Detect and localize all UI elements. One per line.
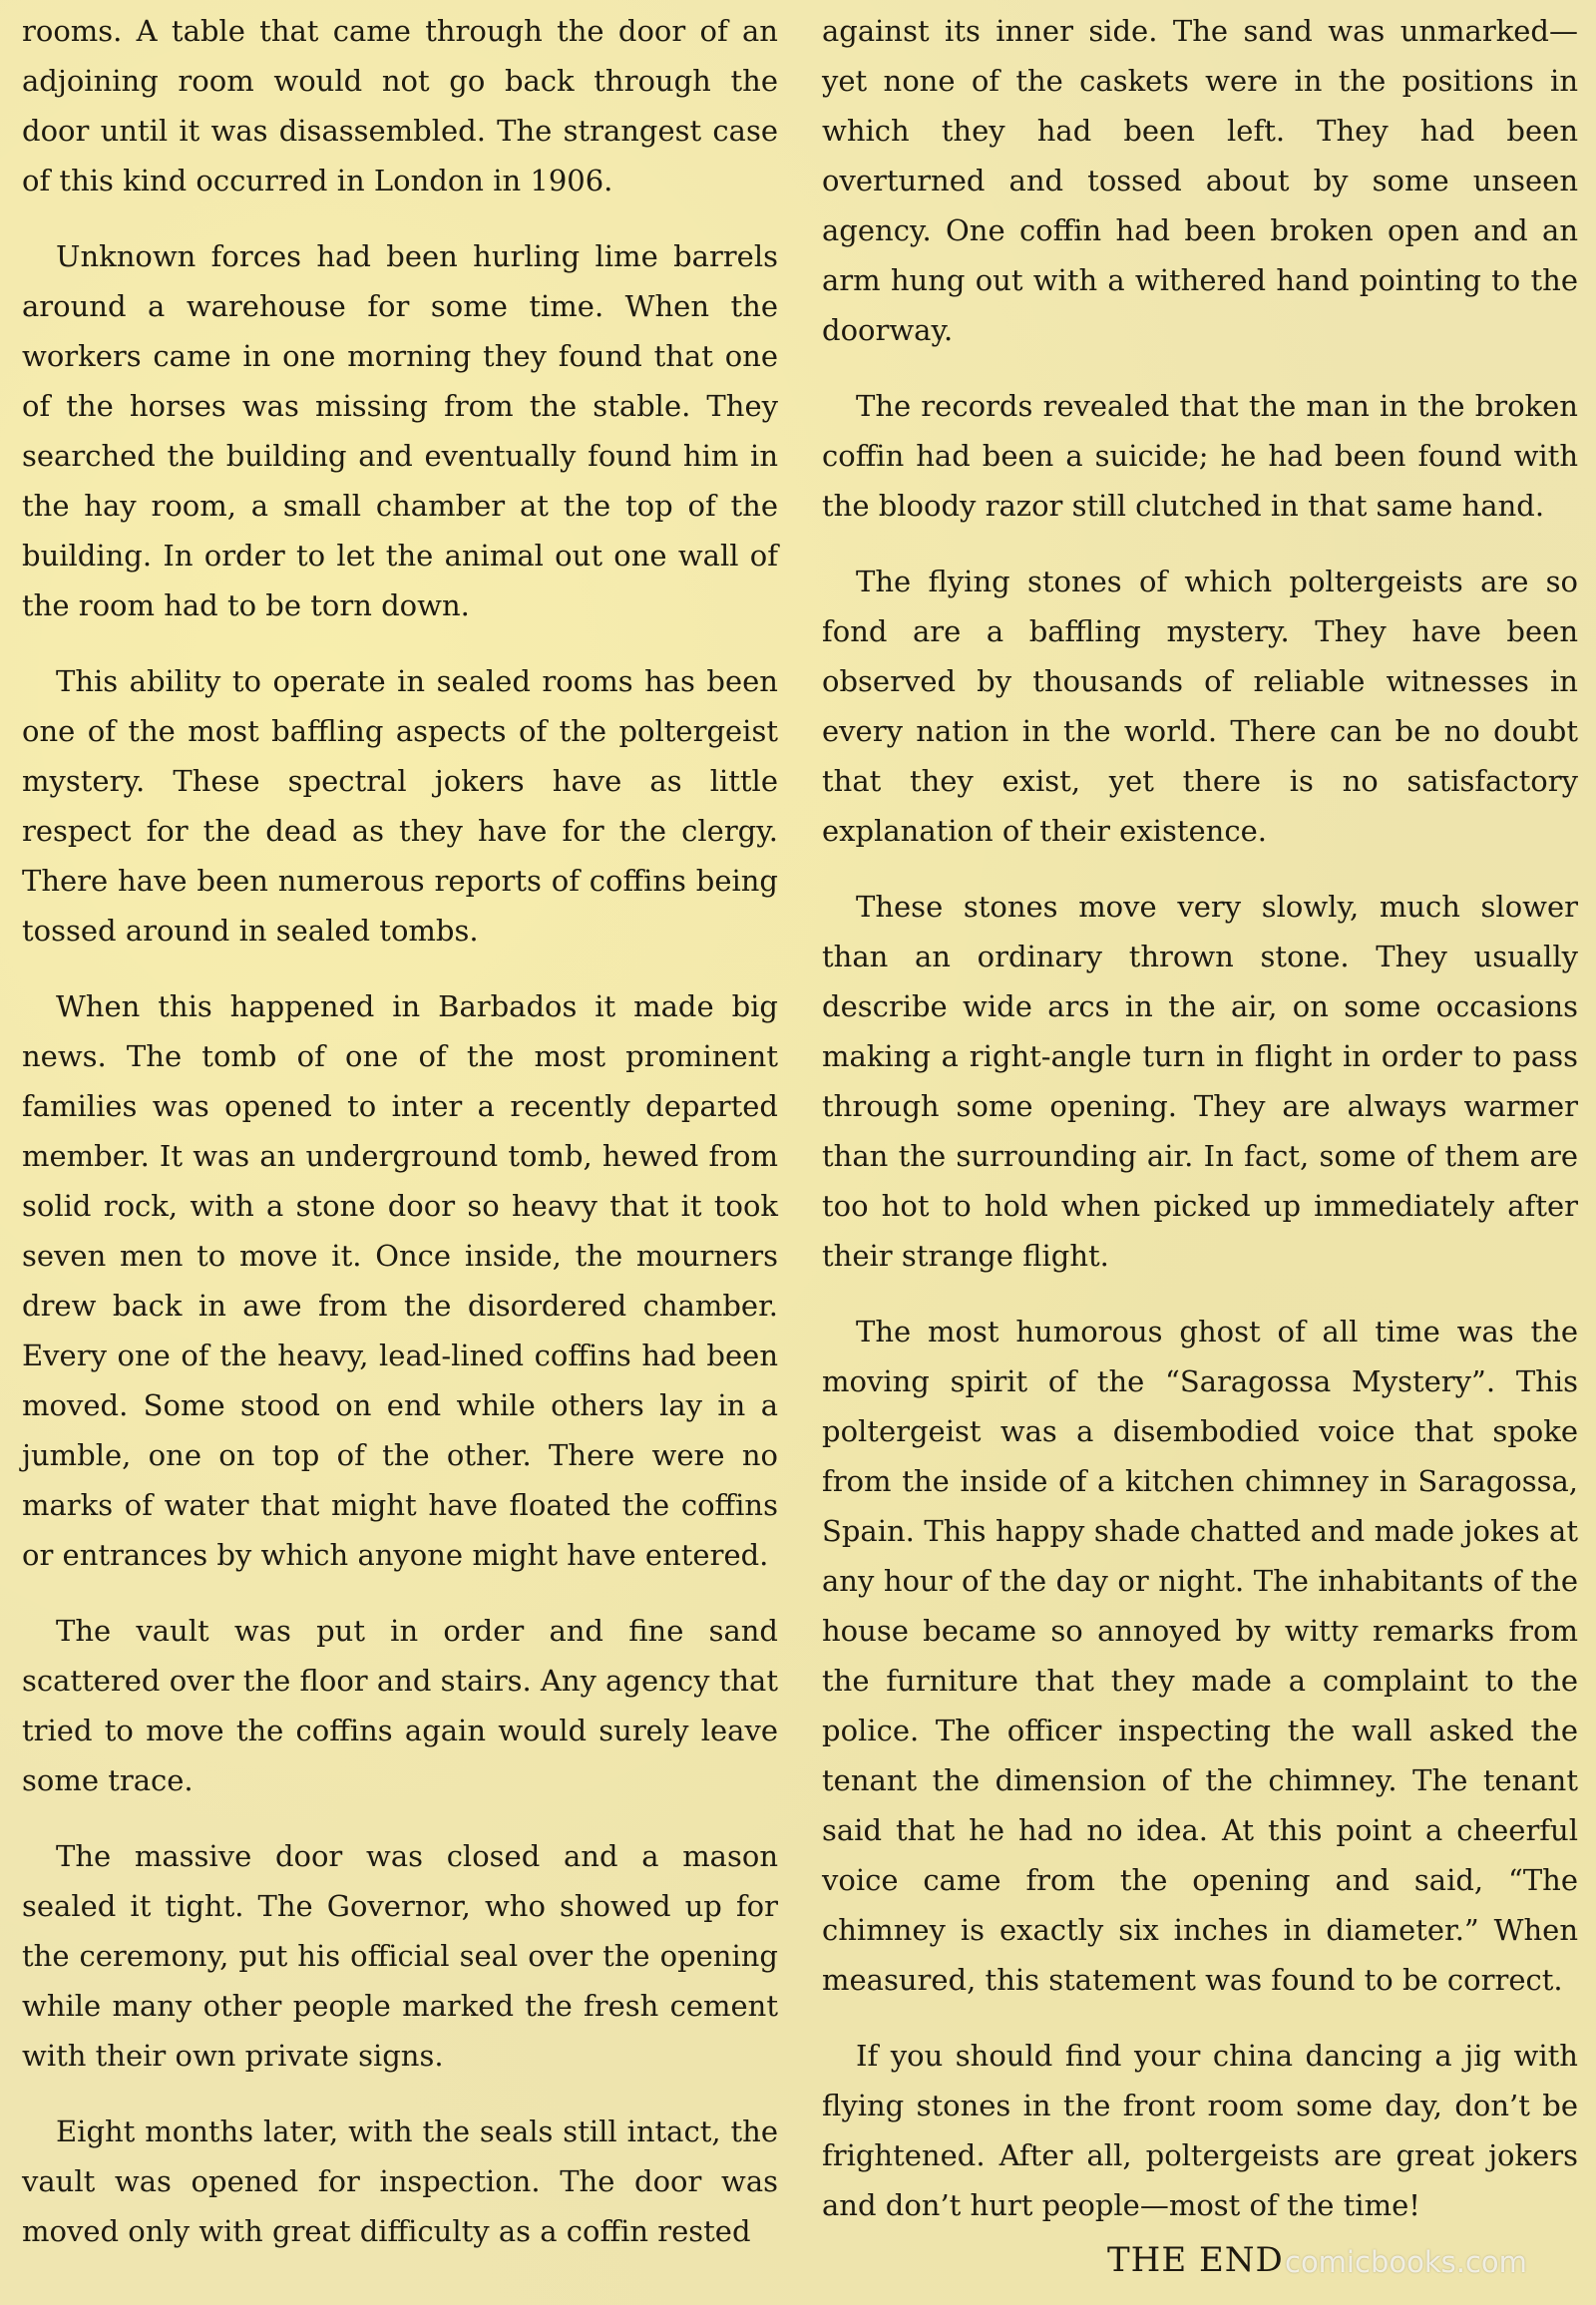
- paragraph-2: Unknown forces had been hurling lime barrels around a warehouse for some time. When the workers came in one morning they found that one of the horses was missing from the stable. They searched the building and eventually found him in the hay room, a small chamber at the top of the building. In order to let the animal out one wall of the room had to be torn down.: [22, 239, 778, 622]
- paragraph-13: If you should find your china dancing a jig with flying stones in the front room some day, don’t be frightened. After all, poltergeists are great jokers and don’t hurt people—most of the time!: [822, 2039, 1578, 2222]
- paragraph-7: Eight months later, with the seals still intact, the vault was opened for inspection. The door was moved only with great difficulty as a coffin rested: [22, 2114, 778, 2248]
- paragraph-5: The vault was put in order and fine sand scattered over the floor and stairs. Any agency that tried to move the coffins again would surely leave some trace.: [22, 1614, 778, 1797]
- paragraph-4: When this happened in Barbados it made big news. The tomb of one of the most prominent families was opened to inter a recently departed member. It was an underground tomb, hewed from solid rock, with a stone door so heavy that it took seven men to move it. Once inside, the mourners drew back in awe from the disordered chamber. Every one of the heavy, lead-lined coffins had been moved. Some stood on end while others lay in a jumble, one on top of the other. There were no marks of water that might have floated the coffins or entrances by which anyone might have entered.: [22, 989, 778, 1572]
- paragraph-6: The massive door was closed and a mason sealed it tight. The Governor, who showed up for the ceremony, put his official seal over the opening while many other people marked the fresh cement with their own private signs.: [22, 1839, 778, 2073]
- paragraph-10: The flying stones of which poltergeists are so fond are a baffling mystery. They have been observed by thousands of reliable witnesses in every nation in the world. There can be no doubt that they exist, yet there is no satisfactory explanation of their existence.: [822, 565, 1578, 848]
- right-column: [822, 6, 1578, 2256]
- watermark: comicbooks.com: [1285, 2245, 1527, 2279]
- the-end-label: THE END: [1107, 2240, 1284, 2280]
- paragraph-11: These stones move very slowly, much slower than an ordinary thrown stone. They usually describe wide arcs in the air, on some occasions making a right-angle turn in flight in order to pass through some opening. They are always warmer than the surrounding air. In fact, some of them are too hot to hold when picked up immediately after their strange flight.: [822, 890, 1578, 1273]
- paragraph-12: The most humorous ghost of all time was the moving spirit of the “Saragossa Mystery”. This poltergeist was a disembodied voice that spoke from the inside of a kitchen chimney in Saragossa, Spain. This happy shade chatted and made jokes at any hour of the day or night. The inhabitants of the house became so annoyed by witty remarks from the furniture that they made a complaint to the police. The officer inspecting the wall asked the tenant the dimension of the chimney. The tenant said that he had no idea. At this point a cheerful voice came from the opening and said, “The chimney is exactly six inches in diameter.” When measured, this statement was found to be correct.: [822, 1315, 1578, 1997]
- left-column: [22, 6, 778, 2282]
- paragraph-9: The records revealed that the man in the broken coffin had been a suicide; he had been found with the bloody razor still clutched in that same hand.: [822, 389, 1578, 523]
- paragraph-8: against its inner side. The sand was unmarked—yet none of the caskets were in the positions in which they had been left. They had been overturned and tossed about by some unseen agency. One coffin had been broken open and an arm hung out with a withered hand pointing to the doorway.: [822, 14, 1578, 347]
- paragraph-3: This ability to operate in sealed rooms has been one of the most baffling aspects of the poltergeist mystery. These spectral jokers have as little respect for the dead as they have for the clergy. There have been numerous reports of coffins being tossed around in sealed tombs.: [22, 664, 778, 948]
- paragraph-1: rooms. A table that came through the door of an adjoining room would not go back through the door until it was disassembled. The strangest case of this kind occurred in London in 1906.: [22, 14, 778, 197]
